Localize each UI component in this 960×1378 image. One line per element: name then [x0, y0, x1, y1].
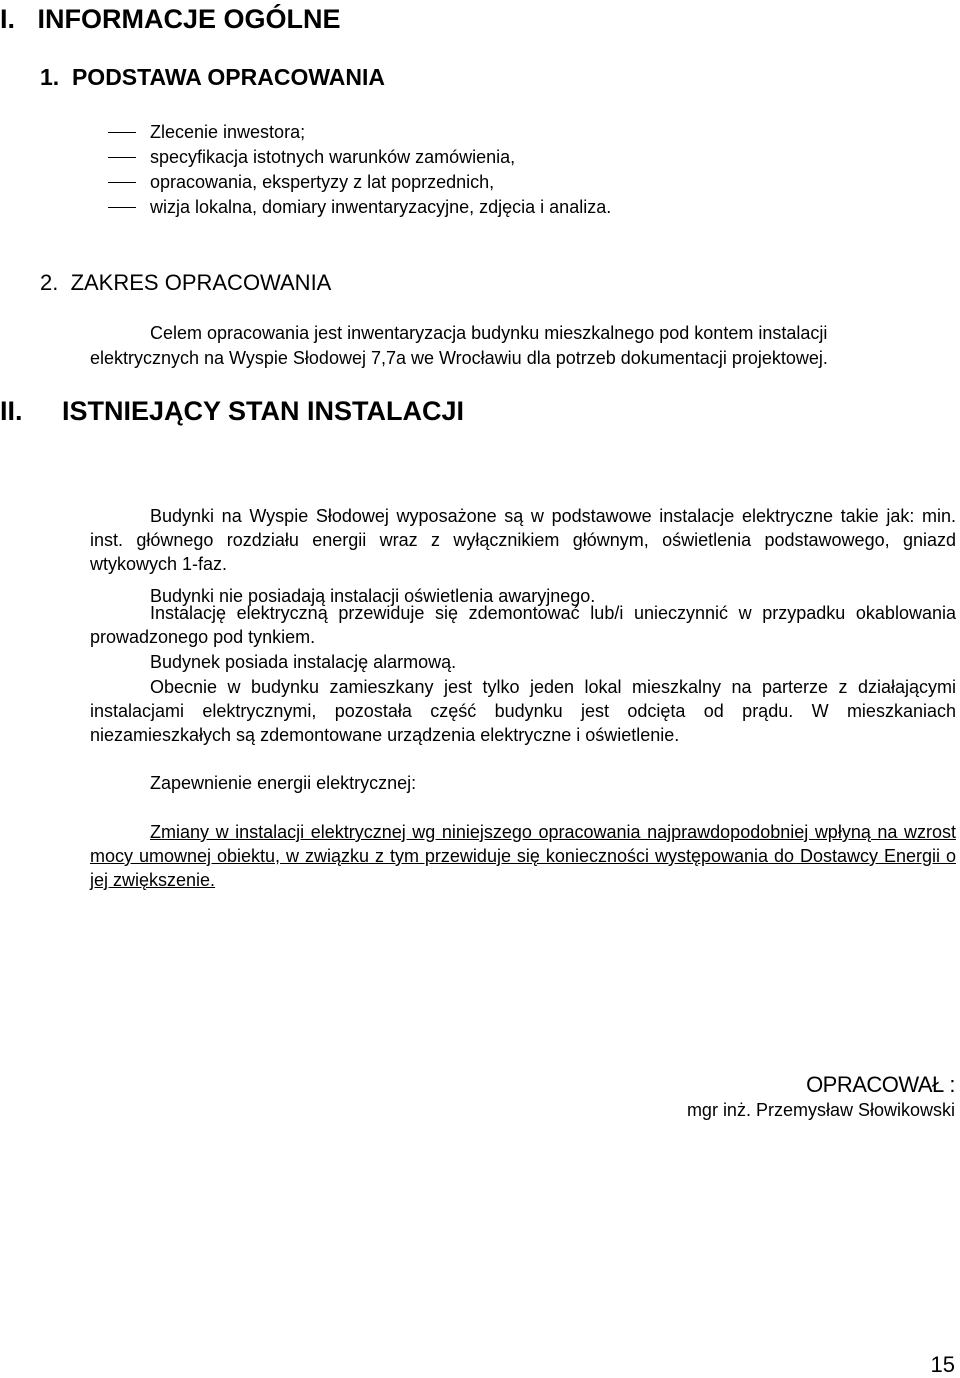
signature-name: mgr inż. Przemysław Słowikowski — [686, 1100, 955, 1120]
paragraph-brak-awaryjnego: Budynki nie posiadają instalacji oświetlenia awaryjnego. — [150, 586, 596, 606]
dash-bullet — [108, 182, 136, 183]
page-number: 15 — [930, 1352, 955, 1377]
list-item: specyfikacja istotnych warunków zamówienia, — [150, 147, 516, 167]
paragraph-obecnie: Obecnie w budynku zamieszkany jest tylko jeden lokal mieszkalny na parterze z działającymi instalacjami elektrycznymi, pozostała część budynku jest odcięta od prądu. W mieszkaniach niezamieszkałych są zdemontowane urządzenia elektryczne i oświetlenie. — [90, 677, 956, 745]
section-2-line-1: Celem opracowania jest inwentaryzacja budynku mieszkalnego pod kontem instalacji — [150, 323, 828, 343]
energy-note: Zmiany w instalacji elektrycznej wg niniejszego opracowania najprawdopodobniej wpłyną na wzrost mocy umownej obiektu, w związku z tym przewiduje się konieczności występowania do Dostawcy Energii o jej zwiększenie. — [90, 822, 956, 890]
dash-bullet — [108, 207, 136, 208]
dash-bullet — [108, 157, 136, 158]
list-item: opracowania, ekspertyzy z lat poprzednich, — [150, 172, 495, 192]
paragraph-demontaz: Instalację elektryczną przewiduje się zdemontować lub/i unieczynnić w przypadku okablowania prowadzonego pod tynkiem. — [90, 603, 956, 647]
signature-label: OPRACOWAŁ : — [806, 1072, 955, 1097]
section-2-line-2: elektrycznych na Wyspie Słodowej 7,7a we Wrocławiu dla potrzeb dokumentacji projektowej. — [90, 348, 828, 368]
heading-2-number: II. — [0, 396, 23, 426]
paragraph-alarm: Budynek posiada instalację alarmową. — [150, 652, 457, 672]
energy-heading: Zapewnienie energii elektrycznej: — [150, 773, 417, 793]
heading-istniejacy-stan: ISTNIEJĄCY STAN INSTALACJI — [62, 396, 465, 426]
list-item: wizja lokalna, domiary inwentaryzacyjne, zdjęcia i analiza. — [150, 197, 612, 217]
dash-bullet — [108, 132, 136, 133]
section-2-title: 2. ZAKRES OPRACOWANIA — [40, 270, 332, 295]
heading-informacje-ogolne: I. INFORMACJE OGÓLNE — [0, 4, 341, 34]
list-item: Zlecenie inwestora; — [150, 122, 306, 142]
paragraph-budynki-instalacje: Budynki na Wyspie Słodowej wyposażone są w podstawowe instalacje elektryczne takie jak: min. inst. głównego rozdziału energii wraz z wyłącznikiem głównym, oświetlenia podstawowego, gniazd wtykowych 1-faz. — [90, 506, 956, 574]
section-1-title: 1. PODSTAWA OPRACOWANIA — [40, 64, 386, 90]
